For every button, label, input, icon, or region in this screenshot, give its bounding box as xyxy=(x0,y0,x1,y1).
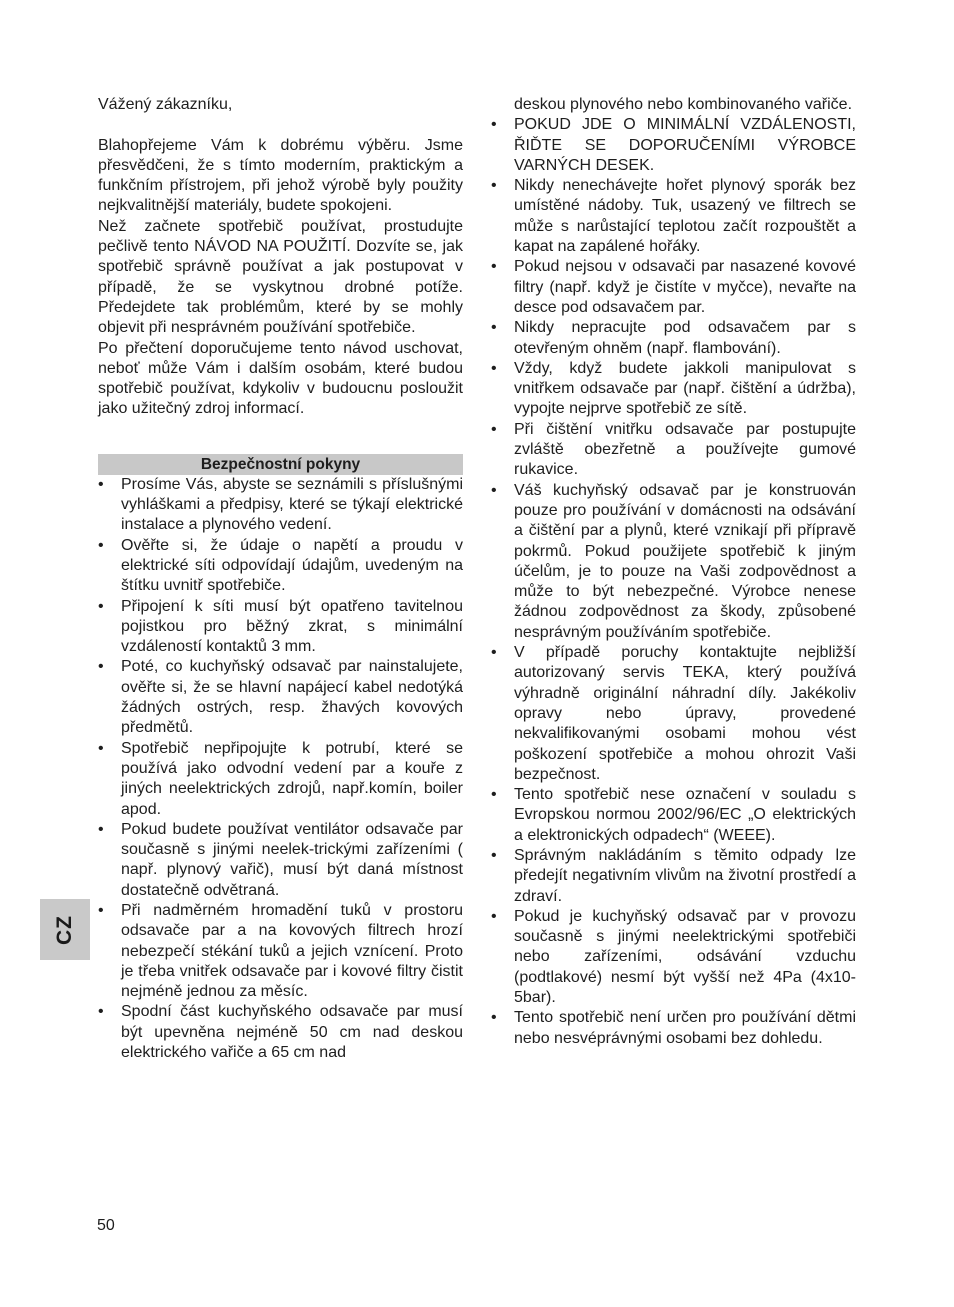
list-item: • Prosíme Vás, abyste se seznámili s příslušnými vyhláškami a předpisy, které se týkají elektrické instalace a plynového vedení. xyxy=(98,475,463,536)
list-item: • Správným nakládáním s těmito odpady lze předejít negativním vlivům na životní prostředí a zdraví. xyxy=(491,846,856,907)
list-item: • Nikdy nepracujte pod odsavačem par s otevřeným ohněm (např. flambování). xyxy=(491,318,856,359)
list-item: • POKUD JDE O MINIMÁLNÍ VZDÁLENOSTI, ŘIĎTE SE DOPORUČENÍMI VÝROBCE VARNÝCH DESEK. xyxy=(491,115,856,176)
list-item: • Vždy, když budete jakkoli manipulovat s vnitřkem odsavače par (např. čištění a údržba), vypojte nejprve spotřebič ze sítě. xyxy=(491,359,856,420)
list-item: • Pokud nejsou v odsavači par nasazené kovové filtry (např. když je čistíte v myčce), nevařte na desce pod odsavačem par. xyxy=(491,257,856,318)
safety-list-right xyxy=(491,115,856,1049)
intro-paragraph-3: Po přečtení doporučujeme tento návod uschovat, neboť může Vám i dalším osobám, které budou spotřebič používat, kdykoliv v budoucnu posloužit jako užitečný zdroj informací. xyxy=(98,339,463,418)
list-item: • Při nadměrném hromadění tuků v prostoru odsavače par a na kovových filtrech hrozí nebezpečí stékání tuků a jejich vznícení. Proto je třeba vnitřek odsavače par i kovové filtry čistit nejméně jednou za měsíc. xyxy=(98,901,463,1002)
right-column xyxy=(491,95,856,1049)
list-item: • Ověřte si, že údaje o napětí a proudu v elektrické síti odpovídají údajům, uvedeným na štítku uvnitř spotřebiče. xyxy=(98,536,463,597)
list-item: • Tento spotřebič není určen pro používání dětmi nebo nesvéprávnými osobami bez dohledu. xyxy=(491,1008,856,1049)
left-column xyxy=(98,95,463,1063)
list-item: • Poté, co kuchyňský odsavač par nainstalujete, ověřte si, že se hlavní napájecí kabel nedotýká žádných ostrých, resp. žhavých kovových předmětů. xyxy=(98,657,463,738)
page-number: 50 xyxy=(97,1217,115,1234)
safety-list-left xyxy=(98,475,463,1064)
section-title: Bezpečnostní pokyny xyxy=(98,454,463,475)
list-item: • Spodní část kuchyňského odsavače par musí být upevněna nejméně 50 cm nad deskou elektrického vařiče a 65 cm nad xyxy=(98,1002,463,1063)
list-item: • Při čištění vnitřku odsavače par postupujte zvláště obezřetně a používejte gumové rukavice. xyxy=(491,420,856,481)
greeting: Vážený zákazníku, xyxy=(98,96,233,113)
list-item-continuation: deskou plynového nebo kombinovaného vařiče. xyxy=(514,96,853,113)
language-code: CZ xyxy=(53,914,76,945)
list-item: • V případě poruchy kontaktujte nejbližší autorizovaný servis TEKA, který používá výhradně originální náhradní díly. Jakékoliv opravy nebo úpravy, provedené nekvalifikovanými osobami mohou vést poškození spotřebiče a mohou ohrozit Vaši bezpečnost. xyxy=(491,643,856,785)
list-item: • Pokud je kuchyňský odsavač par v provozu současně s jinými neelektrickými spotřebiči nebo zařízeními, odsávání vzduchu (podtlakové) nesmí být vyšší než 4Pa (4x10-5bar). xyxy=(491,907,856,1008)
list-item: • Spotřebič nepřipojujte k potrubí, které se používá jako odvodní vedení par a kouře z jiných neelektrických zdrojů, např.komín, boiler apod. xyxy=(98,739,463,820)
list-item: • Váš kuchyňský odsavač par je konstruován pouze pro používání v domácnosti na odsávání a čištění par a plynů, které vznikají při přípravě pokrmů. Pokud použijete spotřebič k jiným účelům, je to pouze na Vaši zodpovědnost a může to být nebezpečné. Výrobce nenese žádnou zodpovědnost za škody, způsobené nesprávným používáním spotřebiče. xyxy=(491,481,856,643)
list-item: • Nikdy nenechávejte hořet plynový sporák bez umístěné nádoby. Tuk, usazený ve filtrech se může s narůstající teplotou začít rozpouštět a kapat na zapálené hořáky. xyxy=(491,176,856,257)
list-item: • Tento spotřebič nese označení v souladu s Evropskou normou 2002/96/EC „O elektrických a elektronických odpadech“ (WEEE). xyxy=(491,785,856,846)
intro-paragraph-2: Než začnete spotřebič používat, prostudujte pečlivě tento NÁVOD NA POUŽITÍ. Dozvíte se, jak spotřebič správně používat a jak postupovat v případě, že se vyskytnou drobné potíže. Předejdete tak problémům, které by se mohly objevit při nesprávném používání spotřebiče. xyxy=(98,217,463,337)
language-tab xyxy=(40,899,90,960)
list-item: • Připojení k síti musí být opatřeno tavitelnou pojistkou pro běžný zkrat, s minimální vzdáleností kontaktů 3 mm. xyxy=(98,597,463,658)
list-item: • Pokud budete používat ventilátor odsavače par současně s jinými neelek-trickými zařízeními ( např. plynový vařič), musí být daná místnost dostatečně odvětraná. xyxy=(98,820,463,901)
spacer xyxy=(98,420,463,454)
intro-paragraph-1: Blahopřejeme Vám k dobrému výběru. Jsme přesvědčeni, že s tímto moderním, praktickým a funkčním přístrojem, při jehož výrobě byly použity nejkvalitnější materiály, budete spokojeni. xyxy=(98,136,463,215)
spacer xyxy=(98,115,463,135)
